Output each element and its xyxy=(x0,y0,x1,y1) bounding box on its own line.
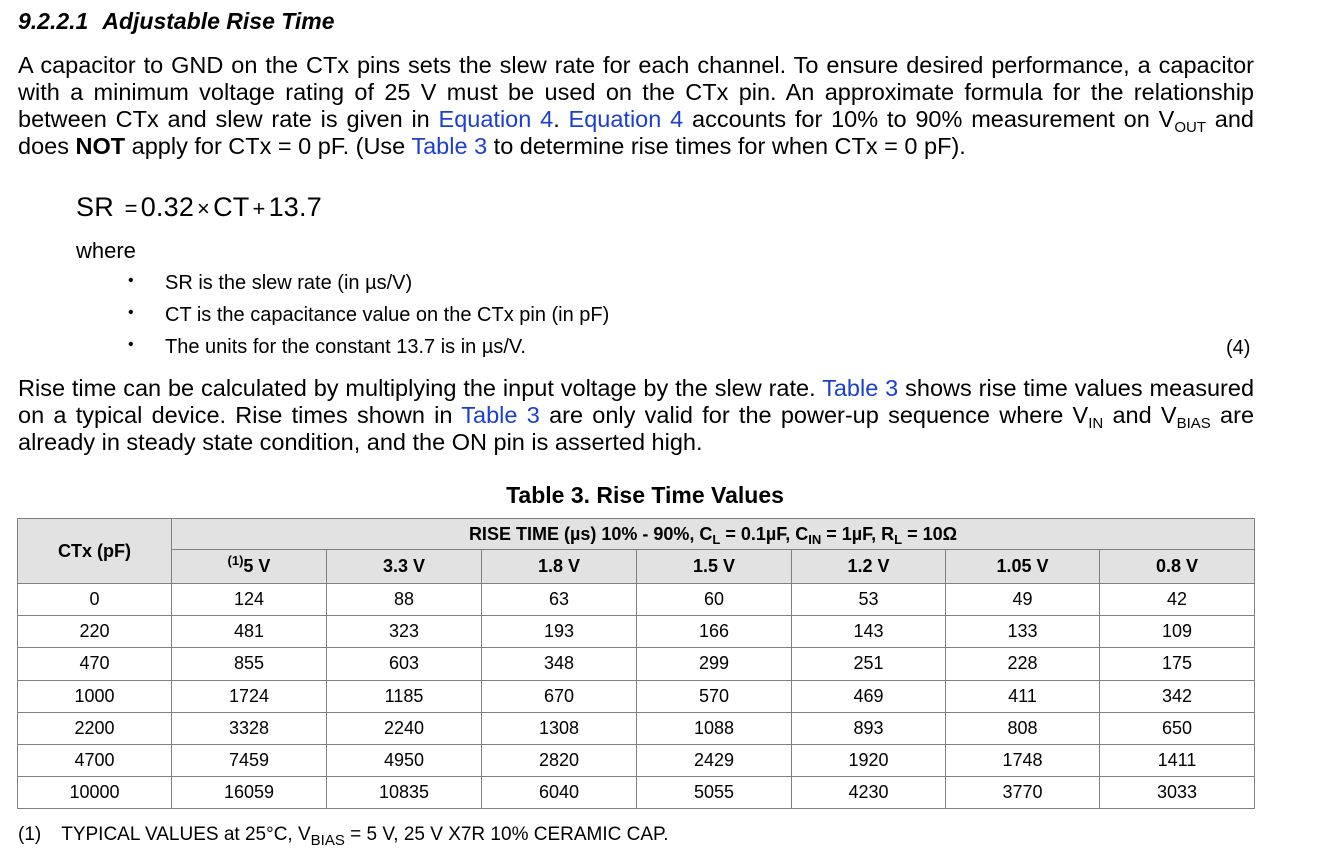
rise-time-cell: 4230 xyxy=(792,777,946,809)
text-run: apply for CTx = 0 pF. (Use xyxy=(125,133,412,159)
ctx-value-cell: 0 xyxy=(18,584,172,616)
equation-4-link[interactable]: Equation 4 xyxy=(438,106,554,132)
rise-time-cell: 1920 xyxy=(792,744,946,776)
ctx-value-cell: 470 xyxy=(18,648,172,680)
voltage-column-header xyxy=(172,550,327,584)
rise-time-cell: 1185 xyxy=(327,680,482,712)
rise-time-cell: 603 xyxy=(327,648,482,680)
cl-subscript: L xyxy=(712,531,721,547)
rise-time-cell: 299 xyxy=(637,648,792,680)
rise-time-cell: 570 xyxy=(637,680,792,712)
text-run: accounts for 10% to 90% measurement on V xyxy=(683,106,1175,132)
text-run: and does xyxy=(18,106,1255,159)
voltage-label: 1.5 V xyxy=(692,556,736,576)
ctx-value-cell: 10000 xyxy=(18,777,172,809)
rise-time-cell: 481 xyxy=(172,616,327,648)
ctx-value-cell: 4700 xyxy=(18,744,172,776)
rise-time-cell: 133 xyxy=(946,616,1100,648)
not-emphasis: NOT xyxy=(75,133,126,159)
voltage-label: 1.05 V xyxy=(996,556,1049,576)
bullet-icon: • xyxy=(128,272,134,289)
equation-number: (4) xyxy=(1226,337,1251,359)
rise-time-cell: 166 xyxy=(637,616,792,648)
rise-time-cell: 175 xyxy=(1100,648,1255,680)
cin-subscript: IN xyxy=(808,531,822,547)
voltage-label: 3.3 V xyxy=(382,556,426,576)
voltage-column-header xyxy=(792,550,946,584)
voltage-label: 0.8 V xyxy=(1155,556,1199,576)
table-row xyxy=(18,648,1255,680)
table-row xyxy=(18,777,1255,809)
eq-lhs: SR xyxy=(76,192,114,222)
rise-time-cell: 124 xyxy=(172,584,327,616)
text-run: = 5 V, 25 V X7R 10% CERAMIC CAP. xyxy=(344,824,669,845)
rise-time-cell: 5055 xyxy=(637,777,792,809)
rise-time-cell: 49 xyxy=(946,584,1100,616)
rise-time-cell: 3033 xyxy=(1100,777,1255,809)
rise-time-cell: 1411 xyxy=(1100,744,1255,776)
voltage-label: 1.2 V xyxy=(847,556,890,576)
text-run: are already in steady state condition, and the ON pin is asserted high. xyxy=(18,402,1255,455)
voltage-column-header xyxy=(946,550,1100,584)
rise-time-cell: 251 xyxy=(792,648,946,680)
rise-time-cell: 1748 xyxy=(946,744,1100,776)
rise-time-cell: 10835 xyxy=(327,777,482,809)
rise-time-cell: 228 xyxy=(946,648,1100,680)
vin-subscript: IN xyxy=(1088,415,1104,432)
rise-time-cell: 88 xyxy=(327,584,482,616)
text-run: = 1µF, R xyxy=(821,523,895,544)
intro-paragraph xyxy=(18,52,1254,160)
ctx-value-cell: 220 xyxy=(18,616,172,648)
section-title: Adjustable Rise Time xyxy=(102,8,335,34)
rise-time-cell: 63 xyxy=(482,584,637,616)
rise-time-cell: 60 xyxy=(637,584,792,616)
rise-time-cell: 53 xyxy=(792,584,946,616)
voltage-column-header xyxy=(637,550,792,584)
rise-time-cell: 109 xyxy=(1100,616,1255,648)
equation-4-link-2[interactable]: Equation 4 xyxy=(568,106,684,132)
eq-variable: CT xyxy=(213,192,250,222)
table-title: Table 3. Rise Time Values xyxy=(506,482,784,508)
rise-time-cell: 6040 xyxy=(482,777,637,809)
rise-time-cell: 193 xyxy=(482,616,637,648)
vbias-subscript: BIAS xyxy=(310,832,345,849)
eq-equals: = xyxy=(124,196,138,221)
section-heading xyxy=(18,8,335,35)
voltage-column-header xyxy=(327,550,482,584)
voltage-header-row xyxy=(18,550,1255,584)
rise-time-cell: 16059 xyxy=(172,777,327,809)
rise-time-table xyxy=(17,518,1255,809)
text-run: shows rise time values measured on a typical device. Rise times shown in xyxy=(18,375,1255,428)
vbias-subscript: BIAS xyxy=(1176,415,1211,432)
table-3-link[interactable]: Table 3 xyxy=(822,375,899,401)
rise-time-paragraph xyxy=(18,375,1254,456)
eq-plus: + xyxy=(252,196,266,221)
rise-time-cell: 893 xyxy=(792,712,946,744)
vout-subscript: OUT xyxy=(1174,119,1206,136)
rise-time-cell: 323 xyxy=(327,616,482,648)
footnote-ref: (1) xyxy=(227,553,244,568)
text-run: = 10Ω xyxy=(902,523,958,544)
rise-time-cell: 469 xyxy=(792,680,946,712)
text-run: RISE TIME (µs) 10% - 90%, C xyxy=(468,523,713,544)
eq-times: × xyxy=(197,196,211,221)
text-run: and V xyxy=(1103,402,1177,428)
table-row xyxy=(18,584,1255,616)
bullet-icon: • xyxy=(128,336,134,353)
rise-time-cell: 670 xyxy=(482,680,637,712)
rise-time-cell: 143 xyxy=(792,616,946,648)
footnote-mark: (1) xyxy=(18,824,42,845)
rise-time-cell: 1088 xyxy=(637,712,792,744)
rise-time-cell: 7459 xyxy=(172,744,327,776)
text-run: are only valid for the power-up sequence where V xyxy=(539,402,1089,428)
text-run: to determine rise times for when CTx = 0 pF). xyxy=(487,133,966,159)
list-item-text: SR is the slew rate (in µs/V) xyxy=(165,272,413,294)
table-row xyxy=(18,712,1255,744)
list-item xyxy=(0,270,1329,302)
rise-time-cell: 2820 xyxy=(482,744,637,776)
ctx-value-cell: 1000 xyxy=(18,680,172,712)
eq-coefficient: 0.32 xyxy=(140,192,195,222)
text-run: . xyxy=(553,106,569,132)
table-footnote xyxy=(18,824,669,849)
ctx-column-header: CTx (pF) xyxy=(18,519,172,584)
rise-time-cell: 3770 xyxy=(946,777,1100,809)
text-run: Rise time can be calculated by multiplying the input voltage by the slew rate. xyxy=(18,375,823,401)
variable-list xyxy=(0,270,1329,366)
rise-time-cell: 808 xyxy=(946,712,1100,744)
table-row xyxy=(18,744,1255,776)
rise-time-cell: 4950 xyxy=(327,744,482,776)
rise-time-cell: 42 xyxy=(1100,584,1255,616)
rise-time-group-header xyxy=(172,519,1255,550)
where-label: where xyxy=(76,238,136,263)
rise-time-cell: 855 xyxy=(172,648,327,680)
table-3-link-2[interactable]: Table 3 xyxy=(461,402,540,428)
bullet-icon: • xyxy=(128,304,134,321)
list-item xyxy=(0,302,1329,334)
text-run: TYPICAL VALUES at 25°C, V xyxy=(61,824,311,845)
rise-time-cell: 3328 xyxy=(172,712,327,744)
ctx-value-cell: 2200 xyxy=(18,712,172,744)
eq-constant: 13.7 xyxy=(268,192,322,222)
voltage-column-header xyxy=(482,550,637,584)
voltage-label: 1.8 V xyxy=(537,556,581,576)
table-row xyxy=(18,616,1255,648)
section-number: 9.2.2.1 xyxy=(18,8,89,34)
list-item xyxy=(0,334,1329,366)
text-run: A capacitor to GND on the CTx pins sets the slew rate for each channel. To ensure desired performance, a capacitor with a minimum voltage rating of 25 V must be used on the CTx pin. An approximate formula for the relationship between CTx and slew rate is given in xyxy=(18,52,1254,132)
rise-time-cell: 1724 xyxy=(172,680,327,712)
rise-time-cell: 342 xyxy=(1100,680,1255,712)
rl-subscript: L xyxy=(894,531,903,547)
list-item-text: The units for the constant 13.7 is in µs/V. xyxy=(165,336,526,358)
table-row xyxy=(18,680,1255,712)
rise-time-cell: 2240 xyxy=(327,712,482,744)
slew-rate-equation xyxy=(76,192,322,223)
rise-time-cell: 650 xyxy=(1100,712,1255,744)
rise-time-cell: 1308 xyxy=(482,712,637,744)
table-body xyxy=(18,584,1255,809)
rise-time-cell: 2429 xyxy=(637,744,792,776)
voltage-column-header xyxy=(1100,550,1255,584)
rise-time-cell: 411 xyxy=(946,680,1100,712)
text-run: = 0.1µF, C xyxy=(720,523,809,544)
list-item-text: CT is the capacitance value on the CTx pin (in pF) xyxy=(165,304,610,326)
voltage-label: 5 V xyxy=(243,556,271,576)
table-3-link[interactable]: Table 3 xyxy=(411,133,488,159)
rise-time-cell: 348 xyxy=(482,648,637,680)
